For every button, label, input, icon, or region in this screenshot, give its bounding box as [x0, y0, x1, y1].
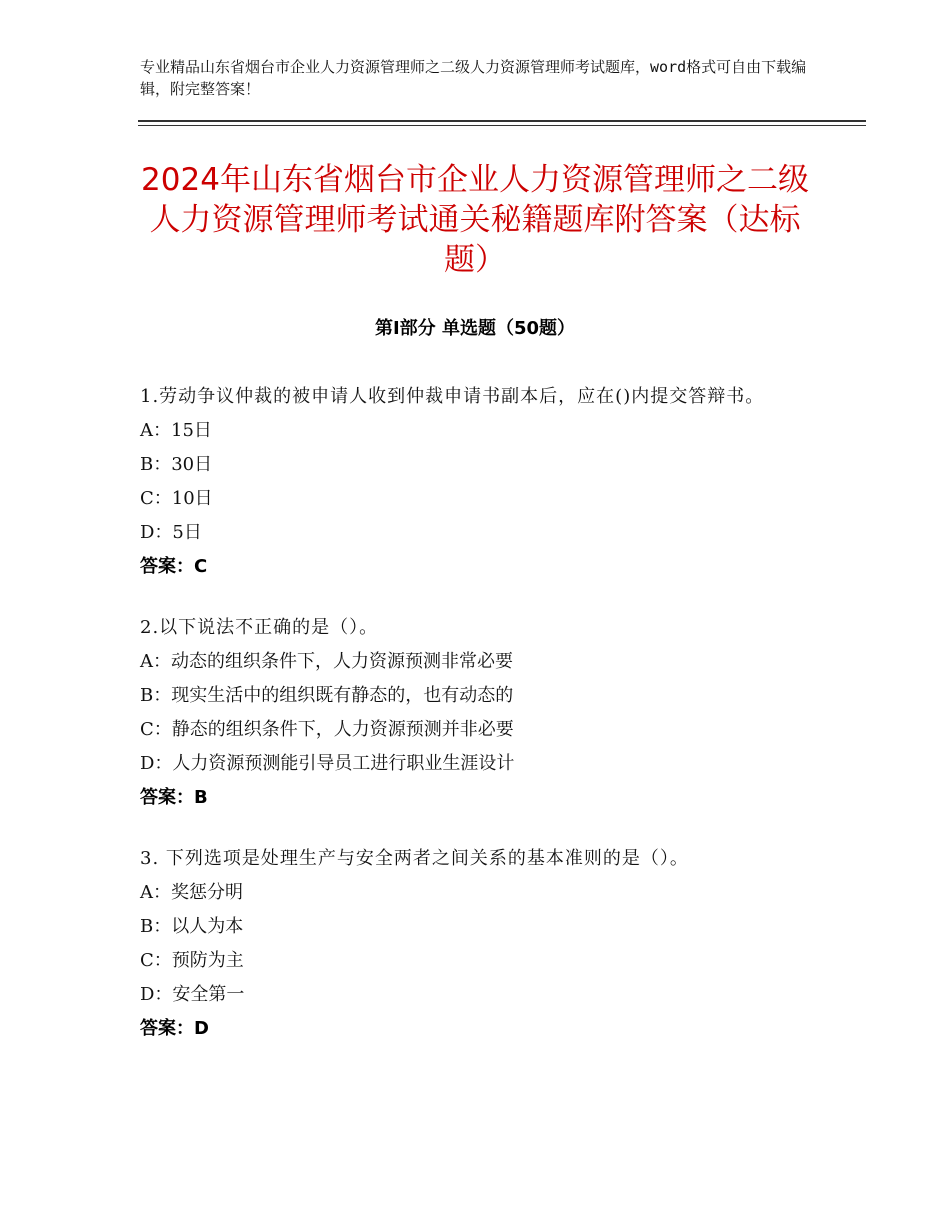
question-2	[140, 611, 820, 815]
option-a: A：奖惩分明	[140, 882, 243, 903]
answer: 答案：C	[140, 556, 208, 577]
question-stem: 3. 下列选项是处理生产与安全两者之间关系的基本准则的是（）。	[140, 848, 689, 869]
option-c: C：10日	[140, 488, 213, 509]
answer: 答案：D	[140, 1018, 209, 1039]
option-b: B：30日	[140, 454, 213, 475]
option-a: A：动态的组织条件下，人力资源预测非常必要	[140, 651, 513, 672]
question-stem: 1.劳动争议仲裁的被申请人收到仲裁申请书副本后，应在()内提交答辩书。	[140, 386, 765, 407]
question-list	[140, 380, 820, 1073]
header-rule-thin	[138, 125, 866, 126]
option-a: A：15日	[140, 420, 212, 441]
option-d: D：安全第一	[140, 984, 245, 1005]
question-stem: 2.以下说法不正确的是（）。	[140, 617, 379, 638]
option-d: D：人力资源预测能引导员工进行职业生涯设计	[140, 753, 515, 774]
header-rule-thick	[138, 120, 866, 122]
option-c: C：预防为主	[140, 950, 244, 971]
section-title: 第Ⅰ部分 单选题（50题）	[374, 318, 575, 339]
document-title: 2024年山东省烟台市企业人力资源管理师之二级人力资源管理师考试通关秘籍题库附答案（达标题）	[141, 162, 809, 278]
option-b: B：以人为本	[140, 916, 244, 937]
question-1	[140, 380, 820, 584]
answer: 答案：B	[140, 787, 208, 808]
question-3	[140, 842, 820, 1046]
option-b: B：现实生活中的组织既有静态的，也有动态的	[140, 685, 514, 706]
option-d: D：5日	[140, 522, 202, 543]
header-note: 专业精品山东省烟台市企业人力资源管理师之二级人力资源管理师考试题库，word格式可自由下载编辑，附完整答案！	[140, 58, 807, 98]
option-c: C：静态的组织条件下，人力资源预测并非必要	[140, 719, 514, 740]
